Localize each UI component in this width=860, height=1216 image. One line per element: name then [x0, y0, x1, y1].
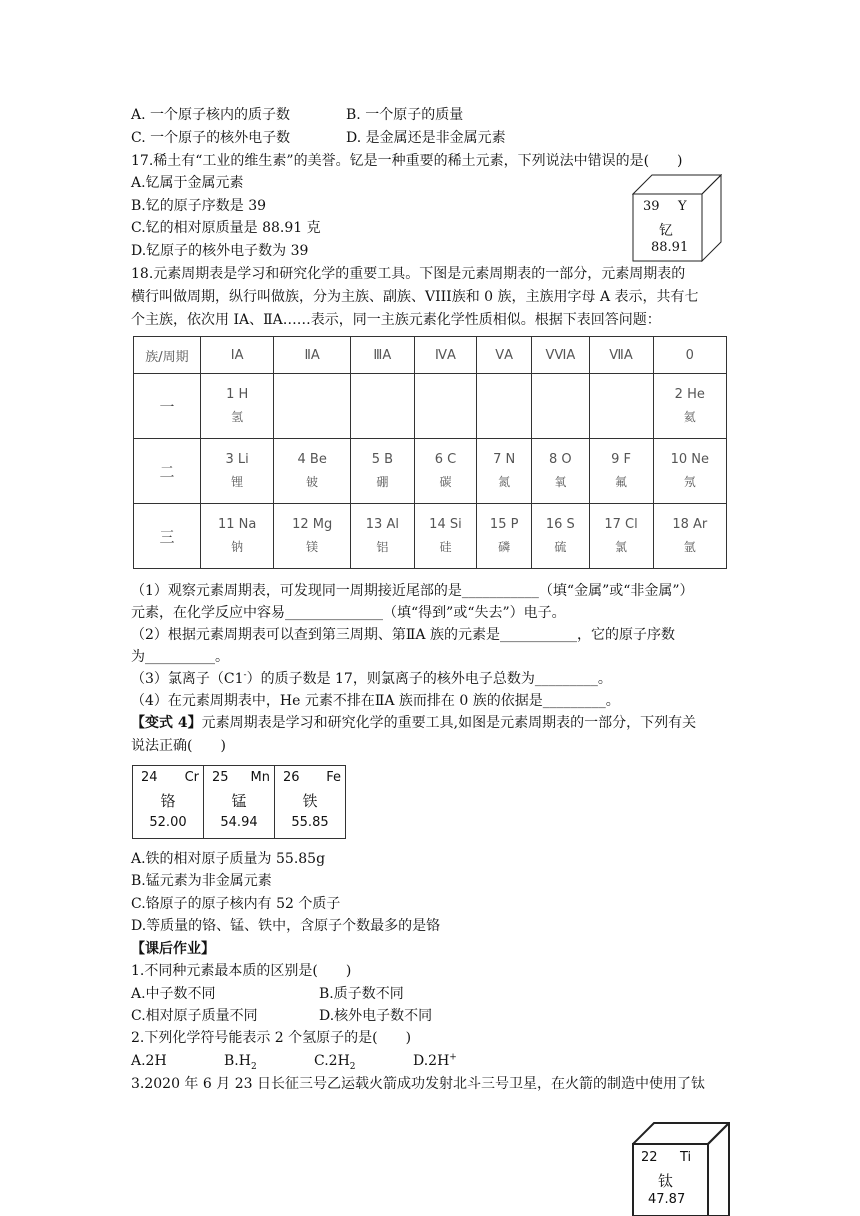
element-symbol: 17 Cl [604, 517, 638, 532]
element-cell-chromium [133, 766, 204, 838]
element-name: 氦 [683, 410, 696, 424]
q17-option-b: B.钇的原子序数是 39 [131, 198, 267, 214]
variant4-tag: 【变式 4】 [131, 715, 202, 731]
element-name: 氩 [683, 540, 696, 554]
variant4-text: 元素周期表是学习和研究化学的重要工具,如图是元素周期表的一部分，下列有关 [201, 715, 697, 731]
element-cell [274, 504, 351, 569]
element-cell [532, 439, 589, 504]
element-name: 氢 [231, 410, 244, 424]
element-cell [351, 439, 415, 504]
table-row [134, 374, 727, 439]
element-mass: 55.85 [291, 815, 329, 830]
empty-cell [477, 374, 532, 439]
element-cell [589, 504, 653, 569]
table-header: ⅡA [274, 337, 351, 374]
element-name: 氖 [683, 475, 696, 489]
q17-stem: 17.稀土有“工业的维生素”的美誉。钇是一种重要的稀土元素，下列说法中错误的是( ) [131, 153, 683, 169]
element-name: 硫 [554, 540, 567, 554]
element-symbol: Cr [184, 770, 199, 785]
element-cell-manganese [204, 766, 275, 838]
q16-option-d: D. 是金属还是非金属元素 [346, 130, 506, 146]
hw2-option-b [224, 1052, 257, 1070]
hw2-c-text: C.2H [314, 1053, 350, 1069]
element-symbol: 7 N [493, 452, 516, 467]
element-name: 硼 [376, 475, 389, 489]
variant4-option-d: D.等质量的铬、锰、铁中，含原子个数最多的是铬 [131, 918, 441, 934]
table-header: 0 [653, 337, 726, 374]
hw2-option-a: A.2H [131, 1053, 167, 1069]
element-cell [201, 374, 274, 439]
q17-option-a: A.钇属于金属元素 [131, 175, 244, 191]
hw2-stem: 2.下列化学符号能表示 2 个氢原子的是( ) [131, 1030, 412, 1046]
element-cell [653, 504, 726, 569]
element-symbol: Fe [326, 770, 341, 785]
q18-sub2-line1: （2）根据元素周期表可以查到第三周期、第ⅡA 族的元素是___________，它的原子序数 [131, 627, 675, 643]
hw1-option-a: A.中子数不同 [131, 986, 216, 1002]
element-name: 铍 [306, 475, 319, 489]
element-name: 钠 [231, 540, 244, 554]
q17-option-d: D.钇原子的核外电子数为 39 [131, 243, 309, 259]
element-cell [589, 439, 653, 504]
q16-option-a: A. 一个原子核内的质子数 [131, 107, 291, 123]
element-name: 硅 [439, 540, 452, 554]
element-number: 24 [141, 770, 158, 785]
yttrium-mass: 88.91 [651, 240, 689, 255]
variant4-stem-line2: 说法正确( ) [131, 738, 226, 754]
element-symbol: 9 F [611, 452, 631, 467]
hw2-d-text: D.2H [413, 1053, 450, 1069]
hw1-stem: 1.不同种元素最本质的区别是( ) [131, 963, 352, 979]
table-header: ⅣA [414, 337, 476, 374]
element-number: 26 [283, 770, 300, 785]
empty-cell [589, 374, 653, 439]
element-mass: 52.00 [149, 815, 187, 830]
q18-sub1-line1: （1）观察元素周期表，可发现同一周期接近尾部的是___________（填“金属”或“非金属”） [131, 583, 694, 599]
element-name: 磷 [498, 540, 511, 554]
element-name: 铬 [160, 792, 176, 810]
chloride-charge: - [243, 670, 247, 681]
element-mass: 54.94 [220, 815, 258, 830]
hw1-option-b: B.质子数不同 [319, 986, 404, 1002]
q18-sub3 [131, 670, 612, 688]
q18-sub1-line2: 元素，在化学反应中容易______________（填“得到”或“失去”）电子。 [131, 605, 566, 621]
empty-cell [351, 374, 415, 439]
element-cell [414, 504, 476, 569]
titanium-name: 钛 [658, 1172, 674, 1190]
element-symbol: 16 S [545, 517, 575, 532]
element-symbol: Mn [250, 770, 270, 785]
element-cell [201, 439, 274, 504]
table-header: VⅥA [532, 337, 589, 374]
element-symbol: 11 Na [217, 517, 257, 532]
titanium-symbol: Ti [680, 1150, 692, 1165]
yttrium-element-cube [632, 174, 722, 262]
element-name: 碳 [439, 475, 452, 489]
element-name: 氯 [615, 540, 628, 554]
sub3-text-b: ）的质子数是 17，则氯离子的核外电子总数为_________。 [246, 671, 612, 687]
yttrium-symbol: Y [678, 199, 687, 214]
element-cell [653, 374, 726, 439]
element-name: 氮 [498, 475, 511, 489]
element-name: 氟 [615, 475, 628, 489]
q18-stem-line2: 横行叫做周期，纵行叫做族，分为主族、副族、VIII族和 0 族，主族用字母 A 表示，共有七 [131, 289, 699, 305]
element-strip [132, 765, 346, 839]
q17-option-c: C.钇的相对原质量是 88.91 克 [131, 220, 321, 236]
yttrium-number: 39 [643, 199, 660, 214]
element-cell [477, 504, 532, 569]
element-name: 铁 [302, 792, 318, 810]
period-label: 二 [134, 439, 201, 504]
table-header: ⅤA [477, 337, 532, 374]
element-symbol: 8 O [549, 452, 572, 467]
empty-cell [274, 374, 351, 439]
q18-stem-line3: 个主族，依次用 IA、ⅡA……表示，同一主族元素化学性质相似。根据下表回答问题： [131, 312, 661, 328]
table-row [134, 504, 727, 569]
element-symbol: 13 Al [365, 517, 399, 532]
empty-cell [414, 374, 476, 439]
hw2-b-subscript: 2 [250, 1061, 257, 1072]
element-cell-iron [275, 766, 345, 838]
variant4-option-b: B.锰元素为非金属元素 [131, 873, 272, 889]
hw2-b-text: B.H [224, 1053, 251, 1069]
element-symbol: 12 Mg [292, 517, 333, 532]
period-label: 三 [134, 504, 201, 569]
element-cell [653, 439, 726, 504]
hw2-d-superscript: + [449, 1052, 457, 1063]
homework-title: 【课后作业】 [131, 941, 215, 957]
titanium-number: 22 [641, 1150, 658, 1165]
element-symbol: 10 Ne [670, 452, 709, 467]
element-name: 铝 [376, 540, 389, 554]
element-cell [532, 504, 589, 569]
element-symbol: 1 H [226, 387, 249, 402]
element-symbol: 3 Li [225, 452, 249, 467]
hw1-option-d: D.核外电子数不同 [319, 1008, 433, 1024]
period-label: 一 [134, 374, 201, 439]
element-name: 锂 [231, 475, 244, 489]
table-header: ⅢA [351, 337, 415, 374]
hw2-option-c [314, 1052, 356, 1070]
element-symbol: 15 P [489, 517, 519, 532]
variant4-option-a: A.铁的相对原子质量为 55.85g [131, 851, 326, 867]
periodic-table-header-row [134, 337, 727, 374]
hw2-option-d [413, 1052, 457, 1070]
q16-option-b: B. 一个原子的质量 [346, 107, 464, 123]
sub3-text-a: （3）氯离子（C1 [131, 671, 244, 687]
element-cell [274, 439, 351, 504]
element-cell [201, 504, 274, 569]
yttrium-name: 钇 [659, 223, 673, 239]
hw2-c-subscript: 2 [349, 1061, 356, 1072]
q18-sub2-line2: 为__________。 [131, 649, 229, 665]
table-row [134, 439, 727, 504]
element-cell [414, 439, 476, 504]
q18-sub4: （4）在元素周期表中，He 元素不排在ⅡA 族而排在 0 族的依据是_________。 [131, 693, 620, 709]
table-header: 族/周期 [134, 337, 201, 374]
element-symbol: 2 He [674, 387, 705, 402]
variant4-stem-line1 [131, 714, 696, 732]
titanium-element-cube [632, 1122, 730, 1216]
q16-option-c: C. 一个原子的核外电子数 [131, 130, 291, 146]
element-symbol: 18 Ar [672, 517, 708, 532]
element-symbol: 4 Be [297, 452, 327, 467]
element-name: 锰 [231, 792, 247, 810]
element-name: 氧 [554, 475, 567, 489]
variant4-option-c: C.铬原子的原子核内有 52 个质子 [131, 896, 341, 912]
element-number: 25 [212, 770, 229, 785]
table-header: ⅦA [589, 337, 653, 374]
element-symbol: 6 C [434, 452, 457, 467]
element-symbol: 5 B [371, 452, 394, 467]
q18-stem-line1: 18.元素周期表是学习和研究化学的重要工具。下图是元素周期表的一部分，元素周期表的 [131, 266, 686, 282]
element-cell [477, 439, 532, 504]
hw1-option-c: C.相对原子质量不同 [131, 1008, 258, 1024]
element-name: 镁 [306, 540, 319, 554]
hw3-stem: 3.2020 年 6 月 23 日长征三号乙运载火箭成功发射北斗三号卫星，在火箭的制造中使用了钛 [131, 1076, 705, 1092]
element-cell [351, 504, 415, 569]
empty-cell [532, 374, 589, 439]
table-header: ⅠA [201, 337, 274, 374]
titanium-mass: 47.87 [648, 1192, 686, 1207]
periodic-table [133, 336, 727, 569]
element-symbol: 14 Si [429, 517, 462, 532]
